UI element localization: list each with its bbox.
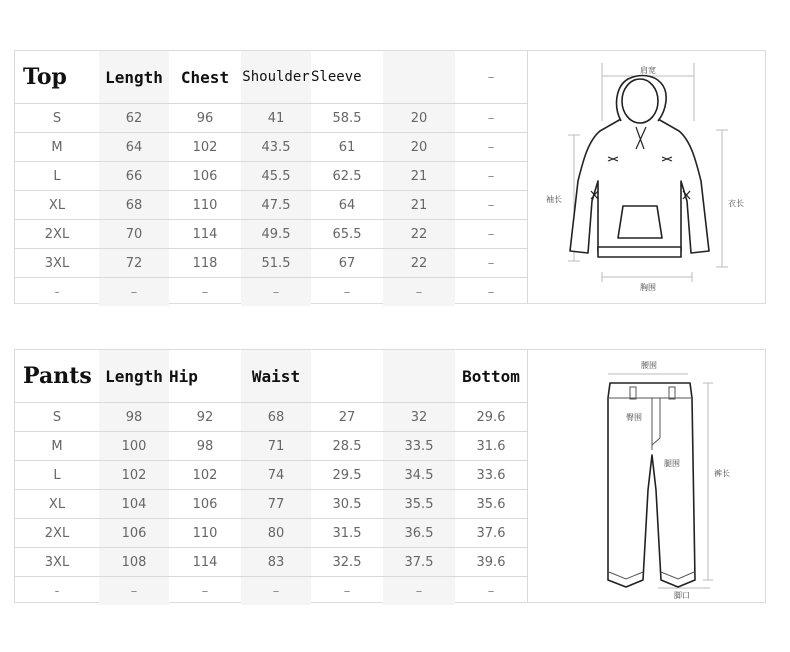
table-title: Top — [15, 51, 99, 104]
table-cell: 29.6 — [455, 403, 527, 432]
table-title: Pants — [15, 350, 99, 403]
pants-size-table — [15, 350, 527, 605]
table-cell: 36.5 — [383, 519, 455, 548]
table-cell: 68 — [99, 191, 169, 220]
size-label: - — [54, 284, 60, 300]
table-cell: 106 — [169, 490, 241, 519]
table-cell: – — [99, 278, 169, 307]
table-cell: 118 — [169, 249, 241, 278]
column-header: Length — [99, 51, 169, 104]
table-cell: 47.5 — [241, 191, 311, 220]
table-cell: 96 — [169, 104, 241, 133]
size-label: 3XL — [15, 249, 99, 278]
table-cell: 68 — [241, 403, 311, 432]
hoodie-icon — [528, 51, 766, 303]
table-cell: – — [241, 278, 311, 307]
table-cell: – — [201, 284, 209, 300]
table-cell: 39.6 — [455, 548, 527, 577]
size-label: 2XL — [15, 220, 99, 249]
table-cell: – — [343, 583, 351, 599]
size-label: M — [15, 133, 99, 162]
table-cell: – — [99, 577, 169, 606]
table-cell: 98 — [99, 403, 169, 432]
bottom-label: 脚口 — [674, 591, 690, 600]
table-row — [15, 519, 527, 548]
table-cell: 58.5 — [311, 104, 383, 133]
table-cell: 114 — [169, 548, 241, 577]
column-header — [383, 51, 455, 104]
table-cell: – — [383, 577, 455, 606]
size-label: L — [15, 461, 99, 490]
table-cell: 92 — [169, 403, 241, 432]
table-cell: 102 — [169, 133, 241, 162]
table-cell: 62.5 — [311, 162, 383, 191]
table-cell: 106 — [169, 162, 241, 191]
table-row — [15, 278, 527, 307]
length-label: 裤长 — [714, 469, 730, 478]
table-cell: 20 — [383, 133, 455, 162]
column-header: Length — [99, 350, 169, 403]
table-cell: 33.5 — [383, 432, 455, 461]
sleeve-label: 袖长 — [546, 195, 562, 204]
table-cell: 108 — [99, 548, 169, 577]
length-label: 衣长 — [728, 199, 744, 208]
table-cell: 30.5 — [311, 490, 383, 519]
size-label: S — [15, 403, 99, 432]
table-cell: 64 — [311, 191, 383, 220]
table-cell: 72 — [99, 249, 169, 278]
table-cell: 32 — [383, 403, 455, 432]
size-label: 2XL — [15, 519, 99, 548]
table-cell: – — [455, 191, 527, 220]
top-size-table — [15, 51, 527, 306]
table-cell: 51.5 — [241, 249, 311, 278]
table-cell: 65.5 — [311, 220, 383, 249]
table-cell: 43.5 — [241, 133, 311, 162]
table-cell: 21 — [383, 162, 455, 191]
table-header-row — [15, 350, 527, 403]
table-row — [15, 432, 527, 461]
table-row — [15, 403, 527, 432]
table-cell: 31.5 — [311, 519, 383, 548]
table-cell: 100 — [99, 432, 169, 461]
size-label: L — [15, 162, 99, 191]
table-cell: 61 — [311, 133, 383, 162]
table-cell: 33.6 — [455, 461, 527, 490]
table-cell: – — [201, 583, 209, 599]
column-header: – — [455, 51, 527, 104]
size-label: M — [15, 432, 99, 461]
table-cell: 102 — [99, 461, 169, 490]
table-cell: 71 — [241, 432, 311, 461]
table-row — [15, 133, 527, 162]
table-row — [15, 220, 527, 249]
table-cell: 28.5 — [311, 432, 383, 461]
size-label: 3XL — [15, 548, 99, 577]
column-header — [311, 350, 383, 403]
table-cell: 45.5 — [241, 162, 311, 191]
column-header: Sleeve — [311, 51, 383, 104]
pants-icon — [528, 350, 766, 602]
size-label: XL — [15, 191, 99, 220]
table-cell: 67 — [311, 249, 383, 278]
hip-label: 臀围 — [626, 413, 642, 422]
table-cell: – — [455, 162, 527, 191]
column-header: Bottom — [455, 350, 527, 403]
table-cell: 110 — [169, 191, 241, 220]
table-cell: – — [487, 284, 495, 300]
table-cell: 31.6 — [455, 432, 527, 461]
table-cell: 37.5 — [383, 548, 455, 577]
table-cell: 49.5 — [241, 220, 311, 249]
table-cell: 32.5 — [311, 548, 383, 577]
table-cell: 104 — [99, 490, 169, 519]
column-header: Hip — [169, 350, 241, 403]
table-cell: 20 — [383, 104, 455, 133]
table-row — [15, 104, 527, 133]
table-row — [15, 490, 527, 519]
table-cell: 102 — [169, 461, 241, 490]
table-row — [15, 461, 527, 490]
table-cell: – — [455, 104, 527, 133]
column-header: Shoulder — [241, 51, 311, 104]
column-header: Chest — [169, 51, 241, 104]
size-label: XL — [15, 490, 99, 519]
pants-size-chart — [14, 349, 766, 603]
table-cell: 22 — [383, 249, 455, 278]
table-cell: 27 — [311, 403, 383, 432]
table-cell: 34.5 — [383, 461, 455, 490]
table-cell: 114 — [169, 220, 241, 249]
column-header — [383, 350, 455, 403]
table-cell: 83 — [241, 548, 311, 577]
table-cell: 80 — [241, 519, 311, 548]
table-row — [15, 548, 527, 577]
table-row — [15, 191, 527, 220]
shoulder-label: 肩宽 — [640, 66, 656, 75]
table-cell: – — [487, 583, 495, 599]
chest-label: 胸围 — [640, 283, 656, 292]
table-cell: – — [455, 220, 527, 249]
pants-diagram — [527, 350, 765, 602]
table-cell: 70 — [99, 220, 169, 249]
table-cell: 62 — [99, 104, 169, 133]
table-cell: 110 — [169, 519, 241, 548]
table-cell: 64 — [99, 133, 169, 162]
table-cell: 74 — [241, 461, 311, 490]
table-cell: 106 — [99, 519, 169, 548]
table-row — [15, 577, 527, 606]
hoodie-diagram — [527, 51, 765, 303]
table-cell: – — [241, 577, 311, 606]
table-row — [15, 162, 527, 191]
table-cell: 35.6 — [455, 490, 527, 519]
size-label: S — [15, 104, 99, 133]
table-cell: – — [455, 133, 527, 162]
table-cell: 77 — [241, 490, 311, 519]
table-header-row — [15, 51, 527, 104]
table-cell: – — [455, 249, 527, 278]
table-cell: 37.6 — [455, 519, 527, 548]
table-cell: – — [343, 284, 351, 300]
waist-label: 腰围 — [641, 361, 657, 370]
table-cell: – — [383, 278, 455, 307]
size-label: - — [54, 583, 60, 599]
table-cell: 66 — [99, 162, 169, 191]
table-cell: 98 — [169, 432, 241, 461]
table-cell: 21 — [383, 191, 455, 220]
table-cell: 41 — [241, 104, 311, 133]
thigh-label: 腿围 — [664, 459, 680, 468]
table-cell: 22 — [383, 220, 455, 249]
table-cell: 29.5 — [311, 461, 383, 490]
column-header: Waist — [241, 350, 311, 403]
table-cell: 35.5 — [383, 490, 455, 519]
table-row — [15, 249, 527, 278]
top-size-chart — [14, 50, 766, 304]
